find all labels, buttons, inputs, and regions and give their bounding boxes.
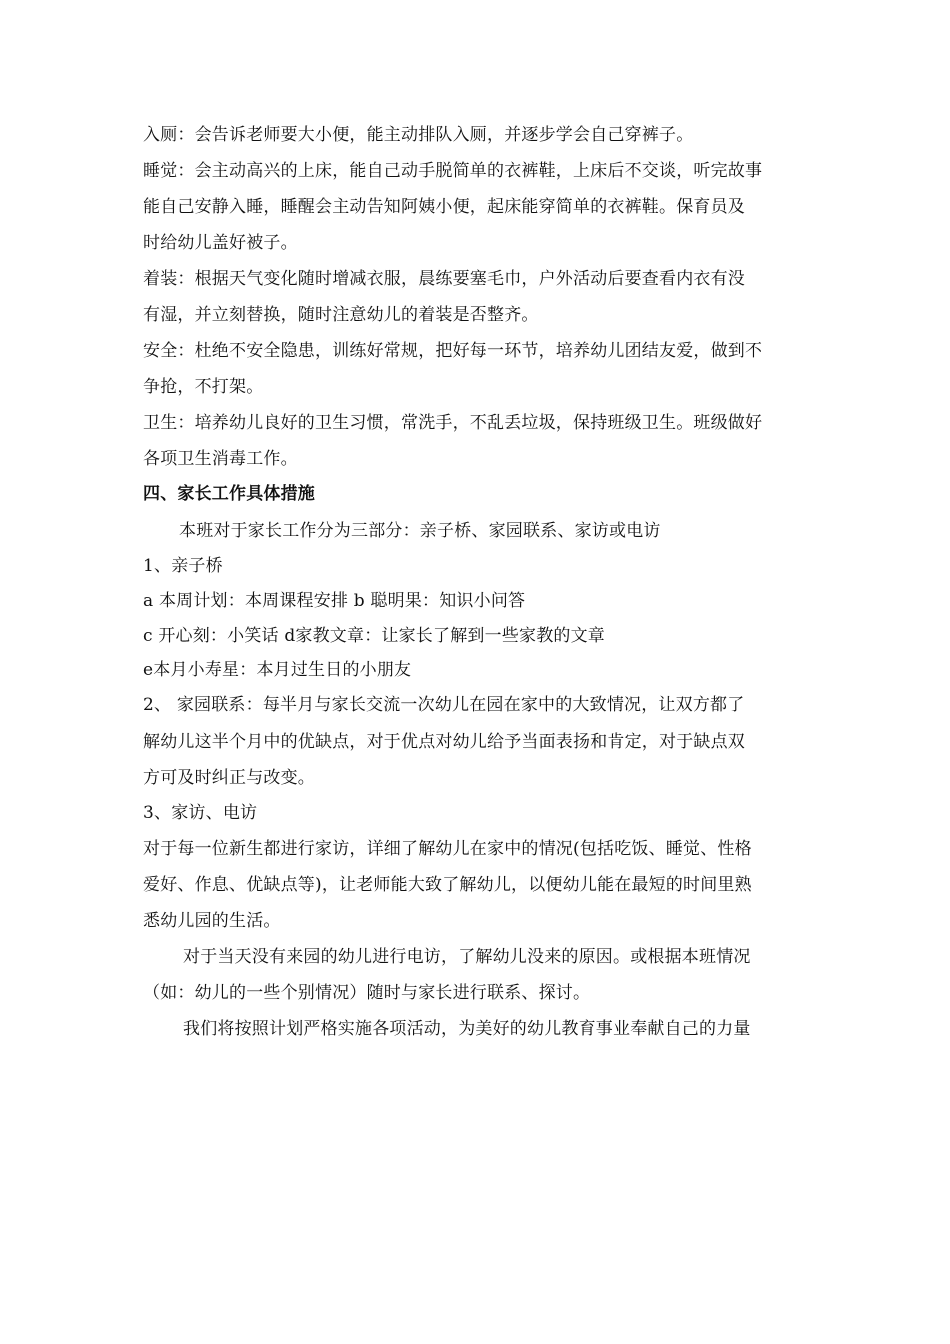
- list-item-e: e本月小寿星：本月过生日的小朋友: [143, 660, 412, 680]
- paragraph-phone-visits: 对于当天没有来园的幼儿进行电访，了解幼儿没来的原因。或根据本班情况: [183, 947, 751, 967]
- paragraph-hygiene: 卫生：培养幼儿良好的卫生习惯，常洗手，不乱丢垃圾，保持班级卫生。班级做好: [143, 413, 763, 433]
- paragraph-dressing: 着装：根据天气变化随时增减衣服，晨练要塞毛巾，户外活动后要查看内衣有没: [143, 269, 745, 289]
- paragraph-dressing-end: 有湿，并立刻替换，随时注意幼儿的着装是否整齐。: [143, 305, 539, 325]
- paragraph-closing: 我们将按照计划严格实施各项活动，为美好的幼儿教育事业奉献自己的力量: [183, 1019, 751, 1039]
- list-item-c-d: c 开心刻：小笑话 d家教文章：让家长了解到一些家教的文章: [143, 626, 606, 646]
- paragraph-safety-end: 争抢，不打架。: [143, 377, 264, 397]
- paragraph-home-school-contact-end: 方可及时纠正与改变。: [143, 768, 315, 788]
- list-item-a-b: a 本周计划：本周课程安排 b 聪明果：知识小问答: [143, 591, 526, 611]
- paragraph-parent-work-intro: 本班对于家长工作分为三部分：亲子桥、家园联系、家访或电访: [179, 521, 661, 541]
- paragraph-sleeping-cont: 能自己安静入睡，睡醒会主动告知阿姨小便，起床能穿简单的衣裤鞋。保育员及: [143, 197, 745, 217]
- paragraph-safety: 安全：杜绝不安全隐患，训练好常规，把好每一环节，培养幼儿团结友爱，做到不: [143, 341, 763, 361]
- paragraph-sleeping-end: 时给幼儿盖好被子。: [143, 233, 298, 253]
- paragraph-home-visits-end: 悉幼儿园的生活。: [143, 911, 281, 931]
- paragraph-hygiene-end: 各项卫生消毒工作。: [143, 449, 298, 469]
- section-heading-parent-work: 四、家长工作具体措施: [143, 484, 315, 504]
- list-heading-parent-child-bridge: 1、亲子桥: [143, 556, 223, 576]
- paragraph-home-school-contact: 2、 家园联系：每半月与家长交流一次幼儿在园在家中的大致情况，让双方都了: [143, 695, 745, 715]
- list-heading-home-phone-visits: 3、家访、电访: [143, 803, 258, 823]
- paragraph-home-visits-cont: 爱好、作息、优缺点等)，让老师能大致了解幼儿，以便幼儿能在最短的时间里熟: [143, 875, 752, 895]
- paragraph-phone-visits-end: （如：幼儿的一些个别情况）随时与家长进行联系、探讨。: [143, 983, 591, 1003]
- paragraph-sleeping: 睡觉：会主动高兴的上床，能自己动手脱简单的衣裤鞋，上床后不交谈，听完故事: [143, 161, 763, 181]
- paragraph-toileting: 入厕：会告诉老师要大小便，能主动排队入厕，并逐步学会自己穿裤子。: [143, 125, 694, 145]
- paragraph-home-visits: 对于每一位新生都进行家访，详细了解幼儿在家中的情况(包括吃饭、睡觉、性格: [143, 839, 752, 859]
- paragraph-home-school-contact-cont: 解幼儿这半个月中的优缺点，对于优点对幼儿给予当面表扬和肯定，对于缺点双: [143, 732, 745, 752]
